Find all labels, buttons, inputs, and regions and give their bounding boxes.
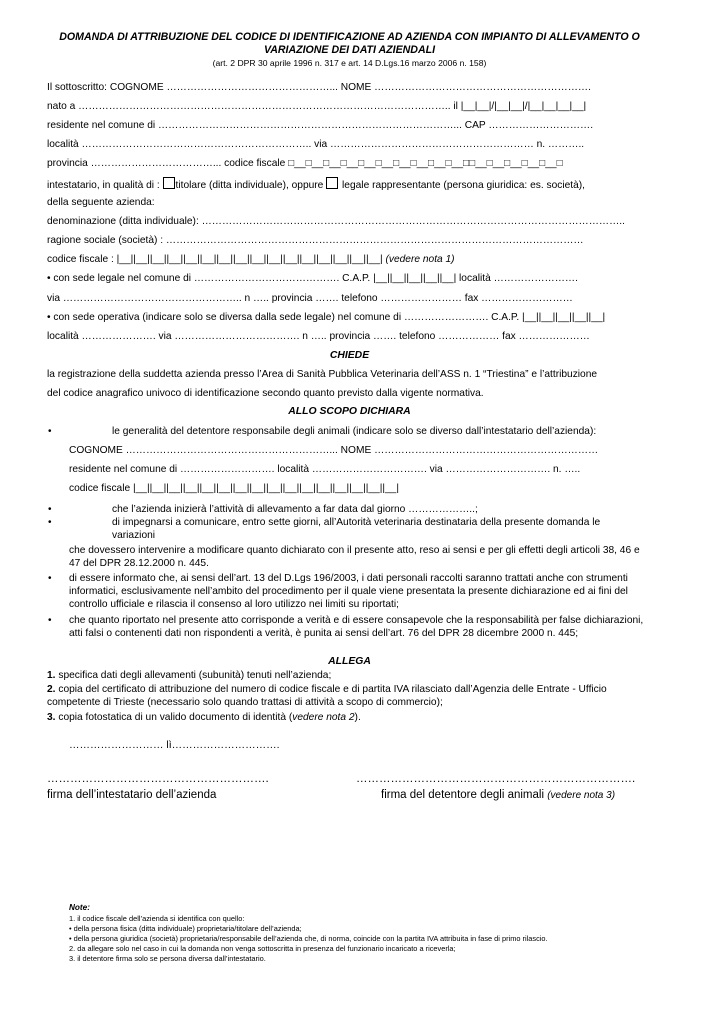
titolare-checkbox[interactable]	[163, 177, 175, 189]
notes-heading: Note:	[69, 903, 90, 912]
field-cognome-nome[interactable]: Il sottoscritto: COGNOME …………………………………………... NOME ……………………………………………………….	[47, 82, 591, 93]
field-denominazione[interactable]: denominazione (ditta individuale): ……………………………………………………………………………………………………………..	[47, 216, 625, 227]
legale-rappresentante-label: legale rappresentante (persona giuridica: es. società),	[342, 180, 585, 191]
seguente-azienda-label: della seguente azienda:	[47, 197, 155, 208]
bullet-icon: •	[48, 573, 52, 584]
dichiara-data-inizio[interactable]: che l’azienda inizierà l’attività di allevamento a far data dal giorno ………………..;	[112, 504, 478, 515]
note-2: 2. da allegare solo nel caso in cui la domanda non venga sottoscritta in presenza del funzionario incaricato a riceverla;	[69, 944, 456, 953]
field-detentore-cognome-nome[interactable]: COGNOME ……………………………………………………... NOME …………………………………………………………	[69, 445, 599, 456]
field-localita-sede-operativa[interactable]: località …………………. via ………………………………. n ….. provincia ……. telefono ……………… fax …………………	[47, 331, 590, 342]
intestatario-line	[47, 177, 652, 192]
allega-heading: ALLEGA	[328, 656, 371, 667]
allega-item-1: 1. specifica dati degli allevamenti (subunità) tenuti nell’azienda;	[47, 670, 332, 681]
titolare-label: titolare (ditta individuale), oppure	[175, 180, 324, 191]
field-ragione-sociale[interactable]: ragione sociale (società) : ……………………………………………………………………………………………………………	[47, 235, 584, 246]
field-localita[interactable]: località ………………………………………………………….. via …………………………………………………… n. ………..	[47, 139, 585, 150]
allega-item-2: 2. copia del certificato di attribuzione del numero di codice fiscale e di partita IVA rilasciato dall’Agenzia delle Entrate - Ufficio competente di Trieste (necessario solo quando trattasi di attività a scopo di commercio);	[47, 684, 607, 708]
dichiara-impegno-cont: che dovessero intervenire a modificare quanto dichiarato con il presente atto, reso ai sensi e per gli effetti degli articoli 38, 46 e 47 del DPR 28.12.2000 n. 445.	[69, 545, 640, 569]
document-subtitle: (art. 2 DPR 30 aprile 1996 n. 317 e art. 14 D.Lgs.16 marzo 2006 n. 158)	[212, 58, 487, 68]
note-1b: • della persona giuridica (società) proprietaria/responsabile dell’azienda che, di norma, coincide con la partita IVA attribuita in fase di primo rilascio.	[69, 934, 548, 943]
chiede-text-line2: del codice anagrafico univoco di identificazione secondo quanto previsto dalla vigente normativa.	[47, 388, 484, 399]
field-nato-a[interactable]: nato a ……………………………………………………………………………………………….. il |__|__|/|__|__|/|__|__|__|__|	[47, 101, 587, 112]
field-sede-legale[interactable]: • con sede legale nel comune di ……………………………………. C.A.P. |__||__||__||__||__| località …………………….	[47, 273, 578, 284]
codice-fiscale-boxes[interactable]: codice fiscale : |__||__||__||__||__||__||__||__||__||__||__||__||__||__||__||__|	[47, 254, 383, 265]
chiede-heading: CHIEDE	[329, 350, 370, 361]
chiede-text-line1: la registrazione della suddetta azienda presso l’Area di Sanità Pubblica Veterinaria dell’ASS n. 1 “Triestina” e l’attribuzione	[47, 369, 598, 380]
bullet-icon: •	[48, 615, 52, 626]
note-1: 1. il codice fiscale dell’azienda si identifica con quello:	[69, 914, 245, 923]
field-luogo-data[interactable]: ……………………… lì………………………….	[69, 739, 280, 751]
bullet-icon: •	[48, 426, 52, 437]
nota-1-ref: (vedere nota 1)	[385, 254, 455, 265]
bullet-icon: •	[48, 517, 52, 528]
field-codice-fiscale-azienda[interactable]	[47, 253, 652, 266]
signature-line-intestatario[interactable]: ………………………………………………….	[47, 773, 269, 785]
allega-item-3: 3. copia fotostatica di un valido documento di identità (vedere nota 2).	[47, 712, 361, 723]
document-title-line1: DOMANDA DI ATTRIBUZIONE DEL CODICE DI IDENTIFICAZIONE AD AZIENDA CON IMPIANTO DI ALLEVAMENTO O	[59, 31, 640, 43]
signature-label-detentore: firma del detentore degli animali (vedere nota 3)	[381, 789, 616, 801]
bullet-icon: •	[48, 504, 52, 515]
field-provincia-codice-fiscale[interactable]: provincia ………………………………... codice fiscale □__□__□__□__□__□__□__□__□__□__□□__□__□__□__□__□	[47, 158, 563, 169]
dichiara-heading: ALLO SCOPO DICHIARA	[288, 406, 411, 417]
document-title-line2: VARIAZIONE DEI DATI AZIENDALI	[263, 44, 436, 56]
note-3: 3. il detentore firma solo se persona diversa dall’intestatario.	[69, 954, 266, 963]
dichiara-privacy: di essere informato che, ai sensi dell’art. 13 del D.Lgs 196/2003, i dati personali raccolti saranno trattati anche con strumenti informatici, esclusivamente nell’ambito del procedimento per il quale viene presentata la presente dichiarazione ed ai fini del controllo ufficiale e rilascia il consenso al loro utilizzo nei limiti su riportati;	[69, 573, 628, 610]
signature-label-intestatario: firma dell’intestatario dell’azienda	[47, 789, 217, 801]
field-detentore-codice-fiscale[interactable]: codice fiscale |__||__||__||__||__||__||__||__||__||__||__||__||__||__||__||__|	[69, 483, 399, 494]
dichiara-impegno-line1: di impegnarsi a comunicare, entro sette giorni, all’Autorità veterinaria destinataria della presente domanda le	[112, 517, 601, 528]
dichiara-impegno-line2: variazioni	[112, 530, 156, 541]
dichiara-veridicita: che quanto riportato nel presente atto corrisponde a verità e di essere consapevole che la responsabilità per false dichiarazioni, atti falsi o contenenti dati non rispondenti a verità, è punita ai sensi dell’art. 76 del DPR 28 dicembre 2000 n. 445;	[69, 615, 644, 639]
field-residente[interactable]: residente nel comune di ……………………………………………………………………………... CAP ………………………….	[47, 120, 594, 131]
intestatario-label: intestatario, in qualità di :	[47, 180, 160, 191]
note-1a: • della persona fisica (ditta individuale) proprietaria/titolare dell’azienda;	[69, 924, 302, 933]
field-detentore-residente[interactable]: residente nel comune di ………………………. località ……………………………. via …………………………. n. …..	[69, 464, 581, 475]
field-via-sede-legale[interactable]: via …………………………………………….. n ….. provincia ……. telefono …………………… fax ………………………	[47, 293, 573, 304]
dichiara-detentore: le generalità del detentore responsabile degli animali (indicare solo se diverso dall’intestatario dell’azienda):	[112, 426, 597, 437]
signature-line-detentore[interactable]: ……………………………………………………………….	[356, 773, 636, 785]
legale-rappresentante-checkbox[interactable]	[326, 177, 338, 189]
field-sede-operativa[interactable]: • con sede operativa (indicare solo se diversa dalla sede legale) nel comune di ……………………. C.A.P. |__||__||__||__||__|	[47, 312, 606, 323]
